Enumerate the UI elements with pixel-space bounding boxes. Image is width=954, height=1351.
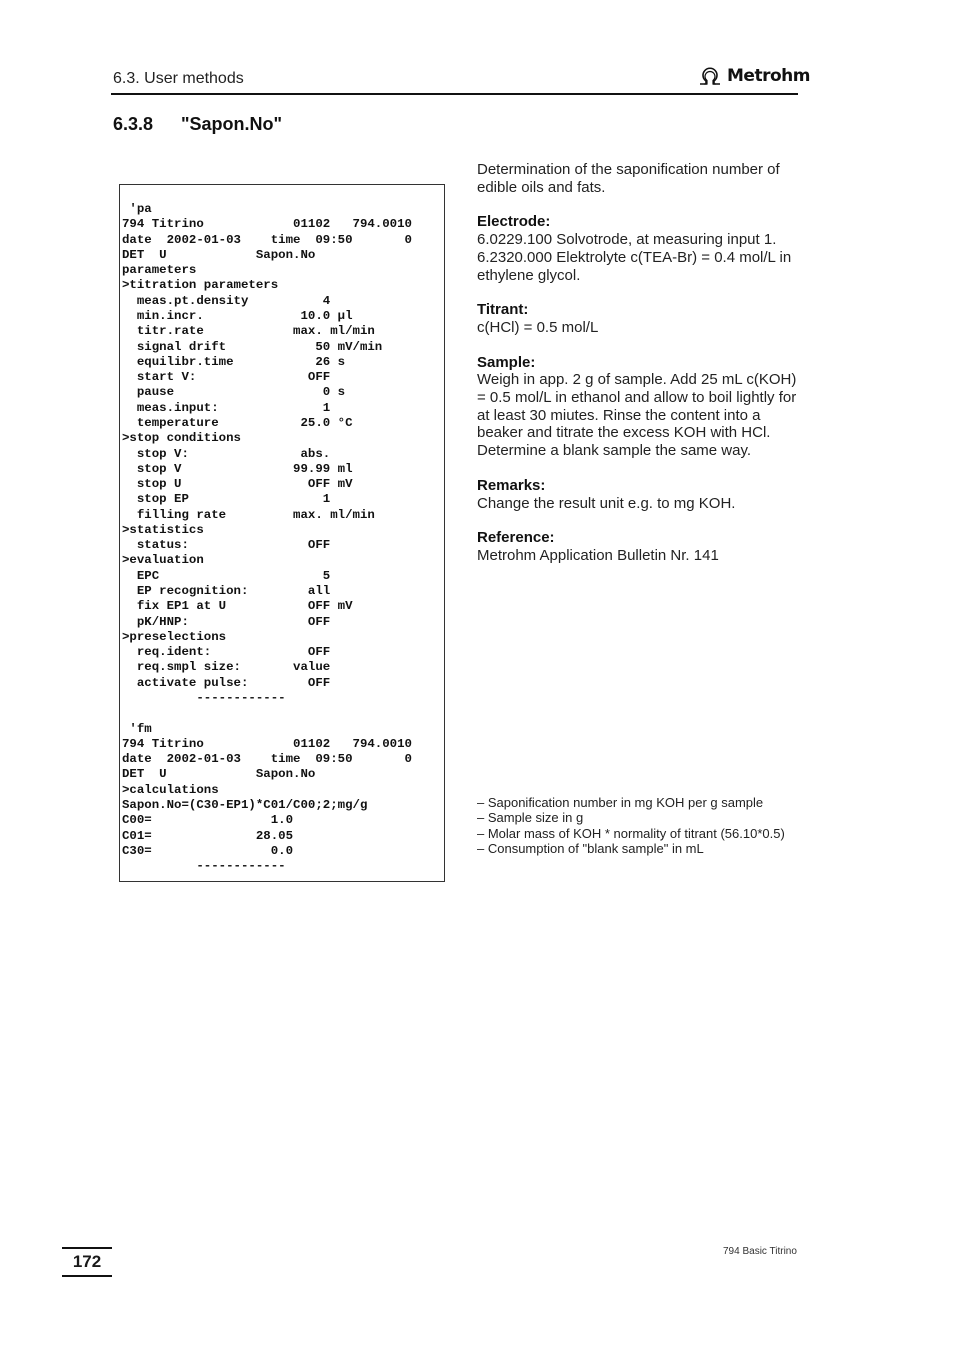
footer-document-title: 794 Basic Titrino	[723, 1246, 797, 1257]
reference-heading: Reference:	[477, 529, 555, 547]
remarks-heading: Remarks:	[477, 476, 546, 494]
intro-text: Determination of the saponification number of edible oils and fats.	[477, 161, 780, 196]
metrohm-logo	[697, 66, 810, 86]
reference-text: Metrohm Application Bulletin Nr. 141	[477, 546, 719, 564]
electrode-line-1: 6.0229.100 Solvotrode, at measuring input 1.	[477, 231, 777, 249]
note-item: – Saponification number in mg KOH per g sample	[477, 795, 764, 810]
parameter-printout	[119, 184, 445, 882]
page-number: 172	[62, 1247, 112, 1277]
electrode-line-2: 6.2320.000 Elektrolyte c(TEA-Br) = 0.4 mol/L in ethylene glycol.	[477, 248, 792, 284]
section-name: "Sapon.No"	[181, 114, 283, 134]
section-heading	[113, 114, 282, 135]
sample-blank-text: Determine a blank sample the same way.	[477, 442, 752, 460]
method-description	[477, 161, 807, 565]
section-number: 6.3.8	[113, 114, 154, 134]
titrant-heading: Titrant:	[477, 301, 529, 319]
note-item: – Sample size in g	[477, 810, 584, 826]
note-item: – Consumption of "blank sample" in mL	[477, 840, 704, 856]
electrode-heading: Electrode:	[477, 213, 551, 231]
remarks-text: Change the result unit e.g. to mg KOH.	[477, 494, 736, 512]
note-item: – Molar mass of KOH * normality of titrant (56.10*0.5)	[477, 825, 785, 841]
sample-text: Weigh in app. 2 g of sample. Add 25 mL c(KOH) = 0.5 mol/L in ethanol and allow to boil lightly for at least 30 miutes. Rinse the content into a beaker and titrate the excess KOH with HCl.	[477, 371, 797, 442]
running-header-section: 6.3. User methods	[113, 70, 244, 87]
omega-icon	[697, 66, 723, 86]
titrant-text: c(HCl) = 0.5 mol/L	[477, 318, 599, 336]
sample-heading: Sample:	[477, 353, 536, 371]
calculation-notes	[477, 795, 807, 856]
printout-text: 'pa 794 Titrino 01102 794.0010 date 2002-01-03 time 09:50 0 DET U Sapon.No parameters >titration parameters meas.pt.density 4 min.incr. 10.0 µl titr.rate max. ml/min signal drift 50 mV/min equilibr.time 26 s start V: OFF pause 0 s meas.input: 1 temperature 25.0 °C >stop conditions stop V: abs. stop V 99.99 ml stop U OFF mV stop EP 1 filling rate max. ml/min >statistics status: OFF >evaluation EPC 5 EP recognition: all fix EP1 at U OFF mV pK/HNP: OFF >preselections req.ident: OFF req.smpl size: value activate pulse: OFF ------------ 'fm 794 Titrino 01102 794.0010 date 2002-01-03 time 09:50 0 DET U Sapon.No >calculations Sapon.No=(C30-EP1)*C01/C00;2;mg/g C00= 1.0 C01= 28.05 C30= 0.0 ------------	[122, 202, 412, 874]
logo-wordmark: Metrohm	[727, 66, 810, 86]
header-rule	[111, 93, 798, 95]
